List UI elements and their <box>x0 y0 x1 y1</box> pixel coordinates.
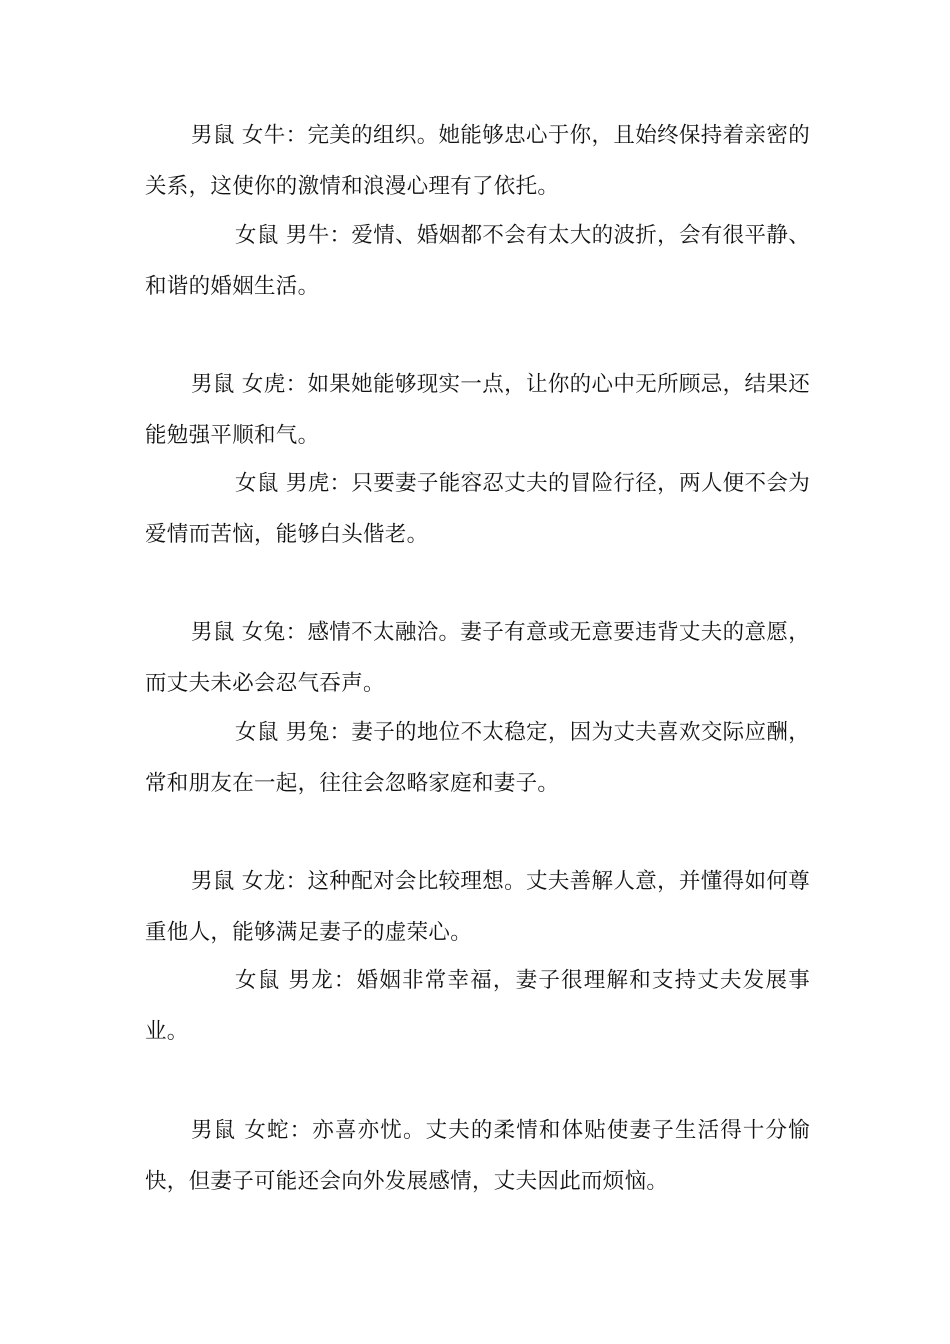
paragraph-rat-rabbit-female: 女鼠 男兔：妻子的地位不太稳定，因为丈夫喜欢交际应酬，常和朋友在一起，往往会忽略家庭和妻子。 <box>145 720 810 796</box>
paragraph-rat-ox-female: 女鼠 男牛：爱情、婚姻都不会有太大的波折，会有很平静、和谐的婚姻生活。 <box>145 223 810 299</box>
paragraph-rat-tiger-female: 女鼠 男虎：只要妻子能容忍丈夫的冒险行径，两人便不会为爱情而苦恼，能够白头偕老。 <box>145 471 810 547</box>
paragraph-rat-ox-male: 男鼠 女牛：完美的组织。她能够忠心于你，且始终保持着亲密的关系，这使你的激情和浪漫心理有了依托。 <box>145 123 810 199</box>
paragraph-rat-snake-male: 男鼠 女蛇：亦喜亦忧。丈夫的柔情和体贴使妻子生活得十分愉快，但妻子可能还会向外发展感情，丈夫因此而烦恼。 <box>145 1118 810 1194</box>
paragraph-rat-dragon-female: 女鼠 男龙：婚姻非常幸福，妻子很理解和支持丈夫发展事业。 <box>145 968 810 1044</box>
paragraph-rat-tiger-male: 男鼠 女虎：如果她能够现实一点，让你的心中无所顾忌，结果还能勉强平顺和气。 <box>145 372 810 448</box>
paragraph-rat-rabbit-male: 男鼠 女兔：感情不太融洽。妻子有意或无意要违背丈夫的意愿，而丈夫未必会忍气吞声。 <box>145 620 810 696</box>
paragraph-rat-dragon-male: 男鼠 女龙：这种配对会比较理想。丈夫善解人意，并懂得如何尊重他人，能够满足妻子的虚荣心。 <box>145 869 810 945</box>
